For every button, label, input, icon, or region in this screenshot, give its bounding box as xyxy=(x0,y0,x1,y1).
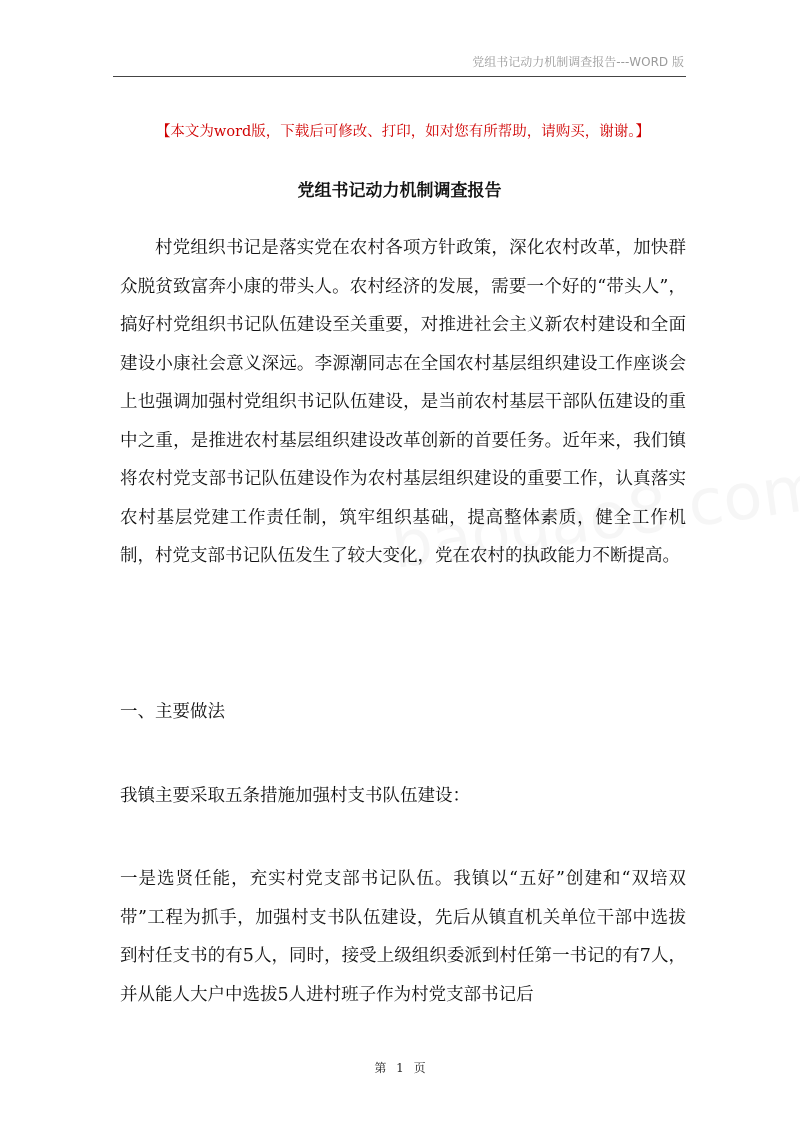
purchase-notice: 【本文为word版，下载后可修改、打印，如对您有所帮助，请购买，谢谢。】 xyxy=(155,124,651,140)
header-divider xyxy=(113,76,686,77)
page-suffix: 页 xyxy=(413,1061,426,1075)
section-lead-paragraph: 我镇主要采取五条措施加强村支书队伍建设： xyxy=(120,786,470,806)
page-prefix: 第 xyxy=(374,1061,387,1075)
running-header: 党组书记动力机制调查报告---WORD 版 xyxy=(472,55,684,69)
page-number: 1 xyxy=(396,1061,404,1075)
intro-paragraph: 村党组织书记是落实党在农村各项方针政策，深化农村改革，加快群众脱贫致富奔小康的带头人。农村经济的发展，需要一个好的“带头人”，搞好村党组织书记队伍建设至关重要，对推进社会主义新农村建设和全面建设小康社会意义深远。李源潮同志在全国农村基层组织建设工作座谈会上也强调加强村党组织书记队伍建设，是当前农村基层干部队伍建设的重中之重，是推进农村基层组织建设改革创新的首要任务。近年来，我们镇将农村党支部书记队伍建设作为农村基层组织建设的重要工作，认真落实农村基层党建工作责任制，筑牢组织基础，提高整体素质，健全工作机制，村党支部书记队伍发生了较大变化，党在农村的执政能力不断提高。 xyxy=(120,238,686,566)
page-footer xyxy=(0,1059,800,1076)
measure-one-paragraph: 一是选贤任能，充实村党支部书记队伍。我镇以“五好”创建和“双培双带”工程为抓手，加强村支书队伍建设，先后从镇直机关单位干部中选拔到村任支书的有5人，同时，接受上级组织委派到村任第一书记的有7人，并从能人大户中选拔5人进村班子作为村党支部书记后 xyxy=(120,869,686,1005)
section-heading: 一、主要做法 xyxy=(120,702,225,722)
document-title: 党组书记动力机制调查报告 xyxy=(297,181,502,201)
